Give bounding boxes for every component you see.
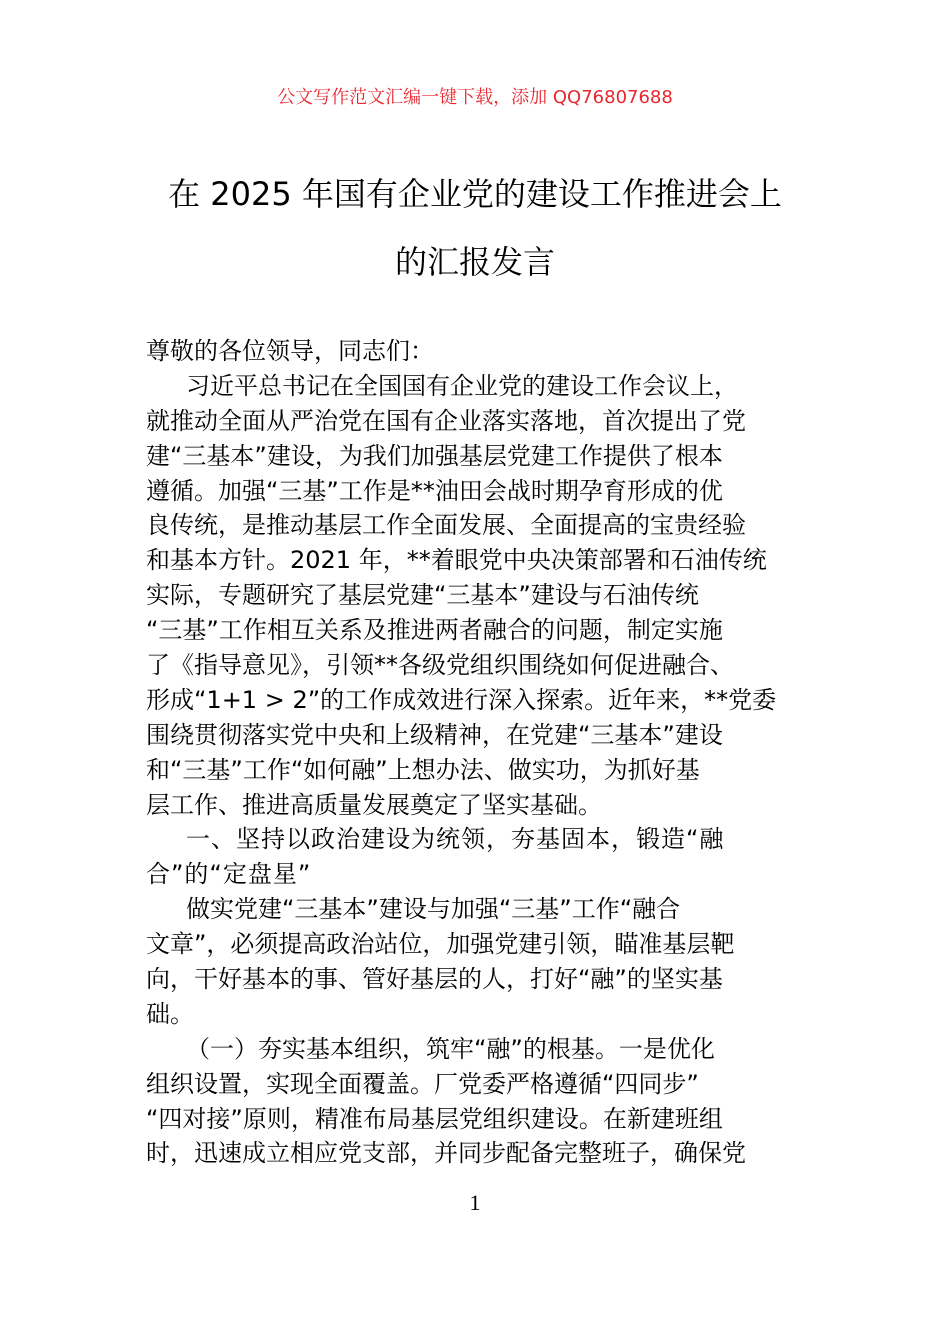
body-line: 建“三基本”建设，为我们加强基层党建工作提供了根本 — [146, 441, 723, 470]
body-line: 遵循。加强“三基”工作是**油田会战时期孕育形成的优 — [146, 476, 723, 505]
body-line: 就推动全面从严治党在国有企业落实落地，首次提出了党 — [146, 406, 746, 435]
body-line: 良传统，是推动基层工作全面发展、全面提高的宝贵经验 — [146, 511, 746, 540]
body-line: 向，干好基本的事、管好基层的人，打好“融”的坚实基 — [146, 965, 723, 994]
body-line: 围绕贯彻落实党中央和上级精神，在党建“三基本”建设 — [146, 720, 723, 749]
body-line: 文章”，必须提高政治站位，加强党建引领，瞄准基层靶 — [146, 930, 735, 959]
body-line: 形成“1+1 > 2”的工作成效进行深入探索。近年来，**党委 — [146, 685, 777, 714]
watermark-text: 公文写作范文汇编一键下载，添加 QQ76807688 — [277, 87, 673, 108]
body-line: 和基本方针。2021 年，**着眼党中央决策部署和石油传统 — [146, 546, 767, 575]
page-number: 1 — [469, 1190, 481, 1215]
body-line: 层工作、推进高质量发展奠定了坚实基础。 — [146, 790, 602, 819]
document-body — [146, 334, 826, 1171]
body-line: 和“三基”工作“如何融”上想办法、做实功，为抓好基 — [146, 755, 700, 784]
body-line: 习近平总书记在全国国有企业党的建设工作会议上， — [186, 371, 738, 400]
body-line: 做实党建“三基本”建设与加强“三基”工作“融合 — [186, 895, 681, 924]
body-line: “四对接”原则，精准布局基层党组织建设。在新建班组 — [146, 1104, 723, 1133]
salutation-line: 尊敬的各位领导，同志们： — [146, 337, 434, 365]
section-heading-line: 一、坚持以政治建设为统领，夯基固本，锻造“融 — [186, 825, 725, 854]
subsection-line: （一）夯实基本组织，筑牢“融”的根基。一是优化 — [186, 1034, 715, 1063]
watermark-banner — [0, 86, 950, 110]
body-line: 了《指导意见》，引领**各级党组织围绕如何促进融合、 — [146, 651, 734, 680]
body-line: 组织设置，实现全面覆盖。厂党委严格遵循“四同步” — [146, 1069, 699, 1098]
section-heading-line: 合”的“定盘星” — [146, 860, 312, 889]
body-line: “三基”工作相互关系及推进两者融合的问题，制定实施 — [146, 616, 723, 645]
body-line: 实际，专题研究了基层党建“三基本”建设与石油传统 — [146, 581, 699, 610]
document-title-line-2: 的汇报发言 — [394, 243, 555, 281]
body-line: 础。 — [146, 999, 194, 1028]
document-title-line-1: 在 2025 年国有企业党的建设工作推进会上 — [168, 175, 782, 213]
body-line: 时，迅速成立相应党支部，并同步配备完整班子，确保党 — [146, 1139, 746, 1168]
